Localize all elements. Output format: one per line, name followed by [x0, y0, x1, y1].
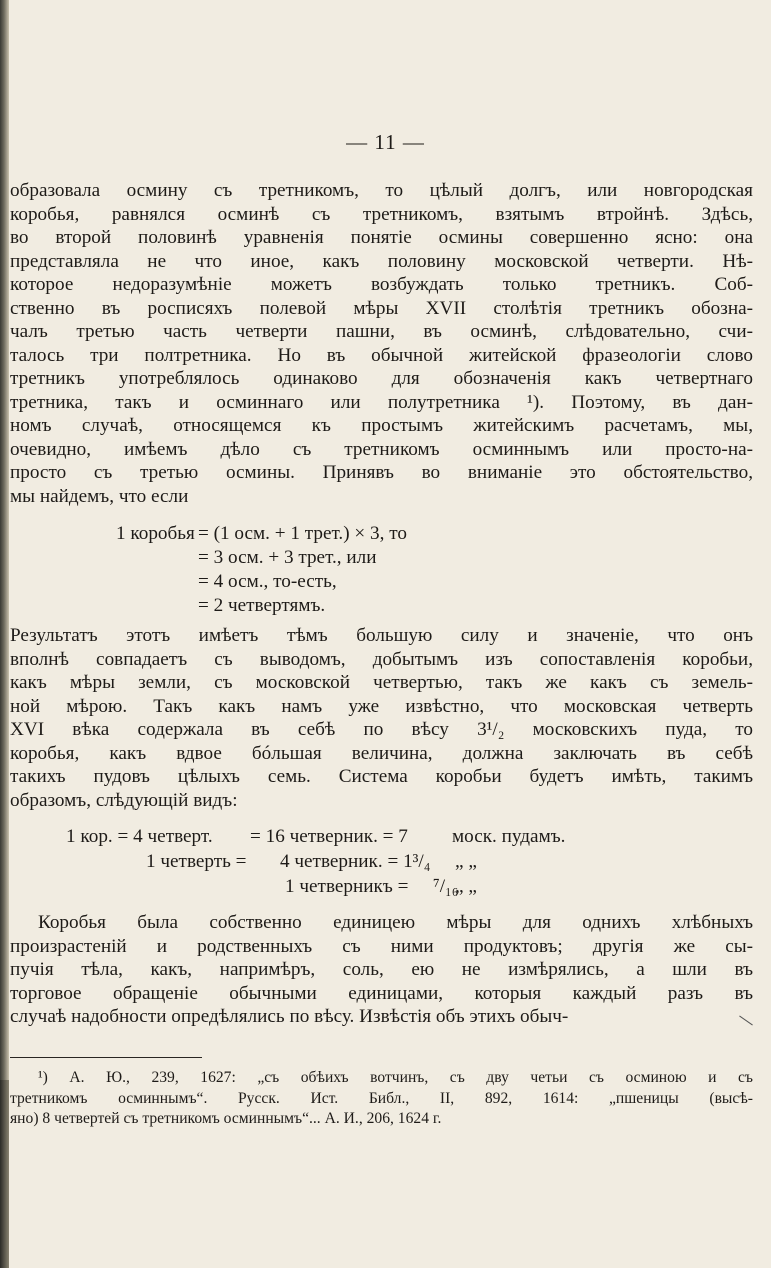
formula-cell: моск. пудамъ. — [452, 826, 566, 847]
text-line: такихъ пудовъ цѣлыхъ семь. Система коробьи будетъ имѣть, такимъ — [10, 766, 753, 787]
formula-row — [10, 874, 753, 899]
footnote-rule — [10, 1057, 202, 1058]
formula-korobya-system — [10, 824, 753, 899]
text-line: коробья, равнялся осминѣ съ третникомъ, взятымъ втройнѣ. Здѣсь, — [10, 203, 753, 225]
text-line: какъ мѣры земли, съ московской четвертью, такъ же какъ съ земель- — [10, 672, 753, 693]
formula-row — [10, 849, 753, 874]
text-line: ной мѣрою. Такъ какъ намъ уже извѣстно, что московская четверть — [10, 695, 753, 717]
formula-rhs: = 3 осм. + 3 трет., или — [198, 547, 377, 568]
text-line: номъ случаѣ, относящемся къ простымъ житейскимъ расчетамъ, мы, — [10, 415, 753, 436]
formula-cell: 4 четверник. = 1³/₄ — [280, 851, 431, 872]
footnote-line: ¹) А. Ю., 239, 1627: „съ обѣихъ вотчинъ, съ дву четьи съ осминою и съ — [38, 1069, 753, 1086]
formula-cell: 1 кор. = 4 четверт. — [66, 826, 213, 847]
footnote-line: третникомъ осминнымъ“. Русск. Ист. Библ., II, 892, 1614: „пшеницы (высѣ- — [10, 1089, 753, 1107]
formula-cell: = 16 четверник. = 7 — [250, 826, 408, 847]
formula-row — [10, 570, 753, 594]
formula-cell: 1 четверникъ = — [285, 876, 409, 897]
formula-rhs: = 4 осм., то-есть, — [198, 571, 337, 592]
formula-row — [10, 522, 753, 546]
paragraph-2 — [10, 624, 753, 812]
footnote — [10, 1068, 753, 1130]
text-line: торговое обращеніе обычными единицами, которыя каждый разъ въ — [10, 982, 753, 1004]
formula-cell: „ „ — [455, 851, 477, 872]
formula-cell: „ „ — [455, 876, 477, 897]
text-line: коробья, какъ вдвое бóльшая величина, должна заключать въ себѣ — [10, 742, 753, 764]
page-number: — 11 — — [346, 130, 425, 154]
formula-cell: ⁷/₁₆ — [433, 876, 459, 897]
book-binding-edge — [0, 0, 9, 1268]
footnote-line: яно) 8 четвертей съ третникомъ осминнымъ“... А. И., 206, 1624 г. — [10, 1110, 442, 1127]
formula-rhs: = (1 осм. + 1 трет.) × 3, то — [198, 523, 407, 544]
text-line: Коробья была собственно единицею мѣры для однихъ хлѣбныхъ — [38, 912, 753, 933]
formula-rhs: = 2 четвертямъ. — [198, 595, 326, 616]
paragraph-3 — [10, 911, 753, 1029]
text-line: произрастеній и родственныхъ съ ними продуктовъ; другія же сы- — [10, 935, 753, 957]
text-line: представляла не что иное, какъ половину московской четверти. Нѣ- — [10, 250, 753, 272]
text-line: случаѣ надобности опредѣлялись по вѣсу. Извѣстія объ этихъ обыч- — [10, 1006, 569, 1027]
text-line: образомъ, слѣдующій видъ: — [10, 789, 238, 811]
formula-row — [10, 594, 753, 618]
formula-row — [10, 824, 753, 849]
text-line: третника, такъ и осминнаго или полутретника ¹). Поэтому, въ дан- — [10, 391, 753, 413]
text-line: образовала осмину съ третникомъ, то цѣлый долгъ, или новгородская — [10, 180, 753, 201]
text-line: чалъ третью часть четверти пашни, въ осминѣ, слѣдовательно, счи- — [10, 321, 753, 342]
text-line: просто съ третью осмины. Принявъ во вниманіе это обстоятельство, — [10, 462, 753, 483]
main-text — [10, 179, 753, 1029]
formula-cell: 1 четверть = — [146, 851, 247, 872]
text-line: во второй половинѣ уравненія понятіе осмины совершенно ясно: она — [10, 227, 753, 248]
text-line: Результатъ этотъ имѣетъ тѣмъ большую силу и значеніе, что онъ — [10, 625, 753, 646]
formula-korobya-osmina — [10, 522, 753, 618]
text-line: талось три полтретника. Но въ обычной житейской фразеологіи слово — [10, 344, 753, 366]
text-line: ственно въ росписяхъ полевой мѣры XVII столѣтія третникъ обозна- — [10, 297, 753, 319]
formula-row — [10, 546, 753, 570]
text-line: XVI вѣка содержала въ себѣ по вѣсу 3¹/₂ московскихъ пуда, то — [10, 719, 753, 740]
text-line: очевидно, имѣемъ дѣло съ третникомъ осминнымъ или просто-на- — [10, 438, 753, 460]
text-line: третникъ употреблялось одинаково для обозначенія какъ четвертнаго — [10, 368, 753, 389]
text-line: мы найдемъ, что если — [10, 485, 189, 507]
text-line: вполнѣ совпадаетъ съ выводомъ, добытымъ изъ сопоставленія коробьи, — [10, 648, 753, 670]
text-line: которое недоразумѣніе можетъ возбуждать только третникъ. Соб- — [10, 274, 753, 295]
formula-lhs: 1 коробья — [116, 523, 195, 544]
paragraph-1 — [10, 179, 753, 508]
text-line: пучія тѣла, какъ, напримѣръ, соль, ею не измѣрялись, а шли въ — [10, 959, 753, 980]
